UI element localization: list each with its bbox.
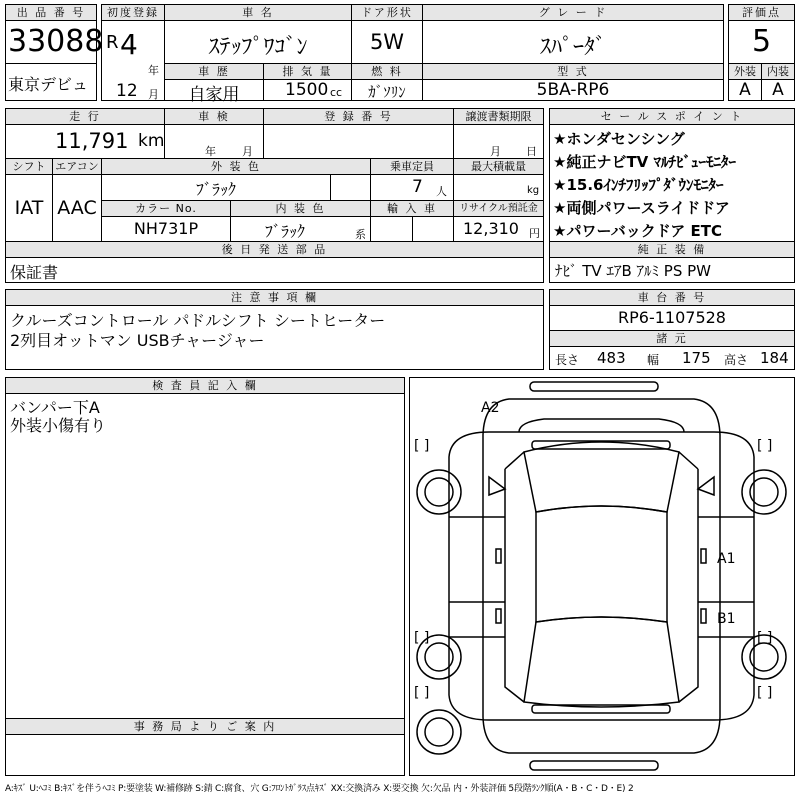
sales-label: セ ー ル ス ポ イ ン ト (549, 108, 795, 125)
chassis-number: RP6-1107528 (618, 308, 726, 327)
max-load-label: 最大積載量 (453, 158, 544, 175)
transfer-month-unit: 月 (490, 145, 501, 158)
notes-line: クルーズコントロール パドルシフト シートヒーター (10, 311, 386, 330)
width-label: 幅 (647, 353, 660, 367)
month-unit: 月 (148, 88, 159, 101)
bracket-mark: [ ] (414, 630, 430, 646)
recycle-label: リサイクル預託金 (453, 200, 544, 217)
height-label: 高さ (724, 353, 749, 367)
capacity: 7 (412, 177, 423, 197)
equip-label: 純 正 装 備 (549, 241, 795, 258)
transfer-day-unit: 日 (526, 145, 537, 158)
chassis-label: 車 台 番 号 (549, 289, 795, 306)
later-parts-label: 後 日 発 送 部 品 (5, 241, 544, 258)
car-name: ｽﾃｯﾌﾟﾜｺﾞﾝ (208, 35, 308, 60)
door-label: ドア形状 (351, 4, 423, 21)
inspection-month-unit: 月 (242, 145, 253, 158)
sales-point: ★パワーバックドア ETC (553, 222, 722, 240)
fuel-label: 燃 料 (351, 63, 423, 80)
ac-label: エアコン (52, 158, 102, 175)
bracket-mark: [ ] (757, 685, 773, 701)
bracket-mark: [ ] (414, 685, 430, 701)
grade: ｽﾊﾟｰﾀﾞ (539, 35, 606, 60)
inspector-line: 外装小傷有り (10, 416, 107, 435)
import-label: 輸 入 車 (370, 200, 454, 217)
mileage-label: 走 行 (5, 108, 165, 125)
lot-number: 33088 (8, 24, 104, 59)
dims-label: 諸 元 (549, 330, 795, 347)
grade-label: グ レ ー ド (422, 4, 724, 21)
model: 5BA-RP6 (536, 80, 610, 100)
sales-point: ★両側パワースライドドア (553, 199, 730, 217)
capacity-label: 乗車定員 (370, 158, 454, 175)
reg-year: 4 (120, 28, 138, 61)
damage-mark-a2: A2 (481, 400, 500, 416)
shift-label: シフト (5, 158, 53, 175)
model-label: 型 式 (422, 63, 724, 80)
reg-number-label: 登 録 番 号 (263, 108, 454, 125)
displacement-unit: cc (330, 86, 343, 99)
debut-label: 東京デビュ (8, 75, 89, 94)
sales-point: ★15.6ｲﾝﾁﾌﾘｯﾌﾟﾀﾞｳﾝﾓﾆﾀｰ (553, 176, 724, 194)
recycle: 12,310 (463, 219, 519, 238)
ac: AAC (57, 197, 97, 219)
score: 5 (751, 24, 772, 59)
inspector-line: バンパー下A (10, 398, 100, 417)
lot-number-label: 出 品 番 号 (5, 4, 97, 21)
exterior-score: A (739, 80, 751, 100)
mileage: 11,791 (55, 129, 129, 153)
length-label: 長さ (555, 353, 580, 367)
displacement: 1500 (285, 80, 329, 100)
inspection-year-unit: 年 (205, 145, 216, 158)
interior-label: 内装 (761, 63, 795, 80)
transfer-label: 譲渡書類期限 (453, 108, 544, 125)
mileage-unit: km (138, 131, 165, 151)
car-name-label: 車 名 (164, 4, 352, 21)
ext-color-code-box (330, 174, 371, 201)
reg-month: 12 (116, 81, 138, 101)
door-type: 5W (369, 30, 405, 54)
ext-color: ﾌﾞﾗｯｸ (195, 180, 236, 199)
sales-point: ★純正ナビTV ﾏﾙﾁﾋﾞｭｰﾓﾆﾀｰ (553, 153, 737, 171)
dims-box (549, 346, 795, 370)
ext-color-label: 外 装 色 (101, 158, 371, 175)
history: 自家用 (188, 85, 240, 105)
damage-mark-a1: A1 (717, 551, 736, 567)
interior-score: A (772, 80, 784, 100)
notes-label: 注 意 事 項 欄 (5, 289, 544, 306)
equip: ﾅﾋﾞ TV ｴｱB ｱﾙﾐ PS PW (555, 262, 711, 280)
inspector-label: 検 査 員 記 入 欄 (5, 377, 405, 394)
capacity-unit: 人 (436, 185, 447, 198)
exterior-label: 外装 (728, 63, 762, 80)
era: R (106, 32, 119, 53)
max-load-unit: kg (527, 185, 540, 196)
recycle-unit: 円 (529, 227, 540, 240)
inspection-label: 車 検 (164, 108, 264, 125)
displacement-label: 排 気 量 (263, 63, 352, 80)
color-no: NH731P (133, 219, 199, 238)
int-color: ﾌﾞﾗｯｸ (265, 222, 306, 241)
width: 175 (682, 349, 711, 367)
notes-line: 2列目オットマン USBチャージャー (10, 331, 265, 350)
import-box-2 (412, 216, 454, 242)
office-label: 事 務 局 よ り ご 案 内 (5, 718, 405, 735)
fuel: ｶﾞｿﾘﾝ (368, 83, 406, 101)
bracket-mark: [ ] (757, 630, 773, 646)
legend: A:ｷｽﾞ U:ﾍｺﾐ B:ｷｽﾞを伴うﾍｺﾐ P:要塗装 W:補修跡 S:錆 C:腐食、穴 G:ﾌﾛﾝﾄｶﾞﾗｽ点ｷｽﾞ XX:交換済み X:要交換 欠:欠品 内・外装評価 5段階ﾗﾝｸ順(A・B・C・D・E) 2 (5, 784, 634, 794)
inspector-box (5, 393, 405, 719)
year-unit: 年 (148, 64, 159, 77)
damage-mark-b1: B1 (717, 611, 736, 627)
first-reg-label: 初度登録 (101, 4, 165, 21)
bracket-mark: [ ] (414, 438, 430, 454)
bracket-mark: [ ] (757, 438, 773, 454)
later-parts: 保証書 (10, 263, 59, 282)
car-diagram (409, 377, 795, 776)
shift: IAT (14, 197, 44, 219)
length: 483 (597, 349, 626, 367)
import-box-1 (370, 216, 413, 242)
history-label: 車 歴 (164, 63, 264, 80)
sales-point: ★ホンダセンシング (553, 130, 685, 148)
office-box (5, 734, 405, 776)
int-color-label: 内 装 色 (230, 200, 371, 217)
color-no-label: カラー No. (101, 200, 231, 217)
later-parts-box (5, 257, 544, 283)
reg-number-box (263, 124, 454, 159)
height: 184 (760, 349, 789, 367)
int-color-unit: 系 (355, 228, 366, 241)
score-label: 評価点 (728, 4, 795, 21)
